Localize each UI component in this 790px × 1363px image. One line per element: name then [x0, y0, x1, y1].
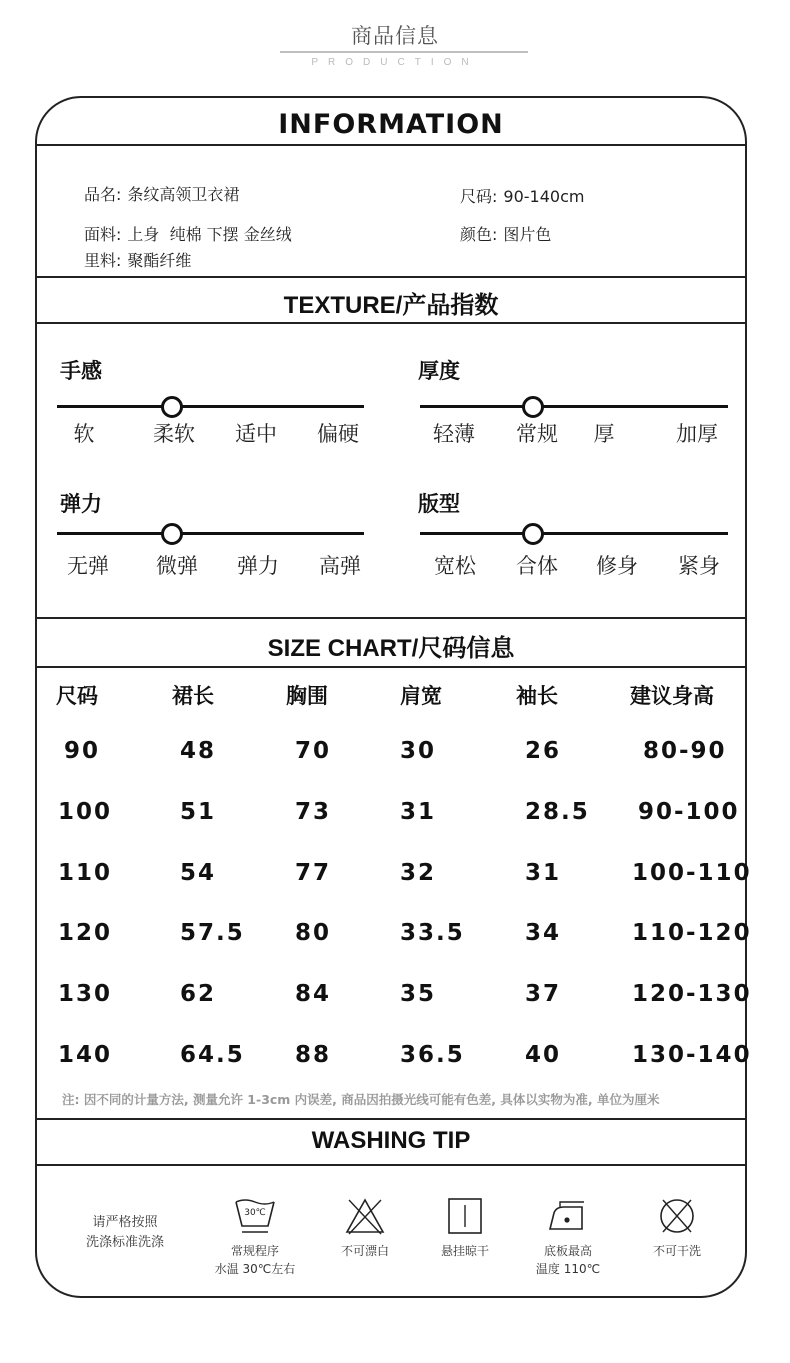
- table-cell: 30: [400, 738, 437, 764]
- table-cell: 33.5: [400, 920, 465, 946]
- table-cell: 57.5: [180, 920, 245, 946]
- table-cell: 110: [58, 860, 113, 886]
- scale-option: 软: [73, 422, 95, 446]
- lining-value: 聚酯纤维: [127, 251, 192, 270]
- table-cell: 31: [400, 799, 437, 825]
- table-header-cell: 袖长: [516, 684, 558, 708]
- table-cell: 62: [180, 981, 217, 1007]
- scale-title: 厚度: [418, 359, 460, 383]
- table-cell: 130-140: [632, 1042, 752, 1068]
- fabric-label: 面料:: [84, 225, 122, 244]
- table-cell: 80-90: [643, 738, 727, 764]
- size-chart-heading: SIZE CHART/尺码信息: [267, 635, 515, 662]
- wash-line1: 常规程序: [230, 1244, 279, 1258]
- scale-option: 微弹: [156, 554, 198, 578]
- divider: [35, 276, 747, 278]
- scale-knob: [161, 523, 183, 545]
- wash-line2: 水温 30℃左右: [214, 1262, 296, 1276]
- table-cell: 54: [180, 860, 217, 886]
- scale-option: 偏硬: [317, 422, 359, 446]
- table-cell: 77: [295, 860, 332, 886]
- wash-item: [310, 1196, 420, 1260]
- divider: [35, 144, 747, 146]
- information-heading: INFORMATION: [278, 109, 504, 140]
- scale-option: 高弹: [319, 554, 361, 578]
- table-cell: 36.5: [400, 1042, 465, 1068]
- washing-intro-line2: 洗涤标准洗涤: [85, 1235, 164, 1250]
- name-label: 品名:: [84, 185, 122, 204]
- divider: [35, 322, 747, 324]
- table-cell: 51: [180, 799, 217, 825]
- table-header-cell: 胸围: [286, 684, 328, 708]
- product-name: [84, 182, 239, 205]
- scale-track: [420, 405, 728, 408]
- table-cell: 64.5: [180, 1042, 245, 1068]
- divider: [35, 1164, 747, 1166]
- scale-option: 宽松: [434, 554, 476, 578]
- no-bleach-icon: [343, 1196, 387, 1236]
- scale-knob: [522, 523, 544, 545]
- fabric-value: 上身 纯棉 下摆 金丝绒: [127, 225, 292, 244]
- table-cell: 88: [295, 1042, 332, 1068]
- wash-line1: 不可干洗: [652, 1244, 701, 1258]
- scale-option: 合体: [516, 554, 558, 578]
- scale-title: 手感: [60, 359, 102, 383]
- product-lining: [84, 248, 191, 271]
- table-cell: 40: [525, 1042, 562, 1068]
- washing-heading: WASHING TIP: [311, 1127, 471, 1154]
- scale-option: 加厚: [676, 422, 718, 446]
- iron-icon: [546, 1196, 590, 1236]
- product-fabric: [84, 222, 292, 245]
- table-header-cell: 尺码: [56, 684, 98, 708]
- wash-30-icon: [233, 1196, 277, 1236]
- wash-item: [200, 1196, 310, 1278]
- scale-option: 轻薄: [433, 422, 475, 446]
- washing-intro-line1: 请严格按照: [92, 1215, 158, 1230]
- size-label: 尺码:: [460, 187, 498, 206]
- texture-heading: TEXTURE/产品指数: [283, 292, 499, 319]
- table-cell: 90: [64, 738, 101, 764]
- scale-title: 版型: [418, 492, 460, 516]
- hang-dry-icon: [443, 1196, 487, 1236]
- wash-item: [513, 1196, 623, 1278]
- table-header-cell: 裙长: [172, 684, 214, 708]
- color-value: 图片色: [503, 225, 552, 244]
- divider: [35, 666, 747, 668]
- table-cell: 35: [400, 981, 437, 1007]
- scale-track: [57, 532, 364, 535]
- table-cell: 120: [58, 920, 113, 946]
- table-cell: 48: [180, 738, 217, 764]
- wash-line1: 不可漂白: [340, 1244, 389, 1258]
- scale-option: 厚: [593, 422, 615, 446]
- scale-knob: [161, 396, 183, 418]
- scale-track: [57, 405, 364, 408]
- scale-option: 紧身: [678, 554, 720, 578]
- table-cell: 34: [525, 920, 562, 946]
- scale-option: 无弹: [67, 554, 109, 578]
- table-cell: 32: [400, 860, 437, 886]
- no-dry-clean-icon: [655, 1196, 699, 1236]
- table-header-cell: 肩宽: [400, 684, 442, 708]
- title-underline: [280, 51, 528, 53]
- scale-track: [420, 532, 728, 535]
- scale-option: 适中: [235, 422, 277, 446]
- scale-option: 修身: [596, 554, 638, 578]
- table-cell: 100-110: [632, 860, 752, 886]
- scale-title: 弹力: [60, 492, 102, 516]
- color-label: 颜色:: [460, 225, 498, 244]
- divider: [35, 1118, 747, 1120]
- wash-temp-label: 30℃: [244, 1208, 266, 1218]
- table-cell: 73: [295, 799, 332, 825]
- size-value: 90-140cm: [503, 187, 585, 206]
- table-header-cell: 建议身高: [630, 684, 714, 708]
- lining-label: 里料:: [84, 251, 122, 270]
- size-note: 注: 因不同的计量方法, 测量允许 1-3cm 内误差, 商品因拍摄光线可能有色差, 具体以实物为准, 单位为厘米: [62, 1092, 660, 1107]
- divider: [35, 617, 747, 619]
- washing-intro: [70, 1213, 180, 1253]
- product-size: [460, 184, 584, 207]
- table-cell: 120-130: [632, 981, 752, 1007]
- table-cell: 28.5: [525, 799, 590, 825]
- table-cell: 70: [295, 738, 332, 764]
- name-value: 条纹高领卫衣裙: [127, 185, 240, 204]
- table-cell: 90-100: [638, 799, 740, 825]
- wash-line2: 温度 110℃: [535, 1262, 601, 1276]
- wash-line1: 底板最高: [543, 1244, 592, 1258]
- product-color: [460, 222, 551, 245]
- table-cell: 80: [295, 920, 332, 946]
- scale-option: 弹力: [237, 554, 279, 578]
- scale-option: 柔软: [153, 422, 195, 446]
- table-cell: 100: [58, 799, 113, 825]
- page-subtitle: PRODUCTION: [311, 57, 479, 68]
- wash-item: [622, 1196, 732, 1260]
- scale-option: 常规: [516, 422, 558, 446]
- table-cell: 37: [525, 981, 562, 1007]
- table-cell: 31: [525, 860, 562, 886]
- table-cell: 110-120: [632, 920, 752, 946]
- table-cell: 84: [295, 981, 332, 1007]
- table-cell: 26: [525, 738, 562, 764]
- table-cell: 130: [58, 981, 113, 1007]
- wash-item: [410, 1196, 520, 1260]
- page-title: 商品信息: [351, 24, 439, 48]
- wash-line1: 悬挂晾干: [440, 1244, 489, 1258]
- scale-knob: [522, 396, 544, 418]
- table-cell: 140: [58, 1042, 113, 1068]
